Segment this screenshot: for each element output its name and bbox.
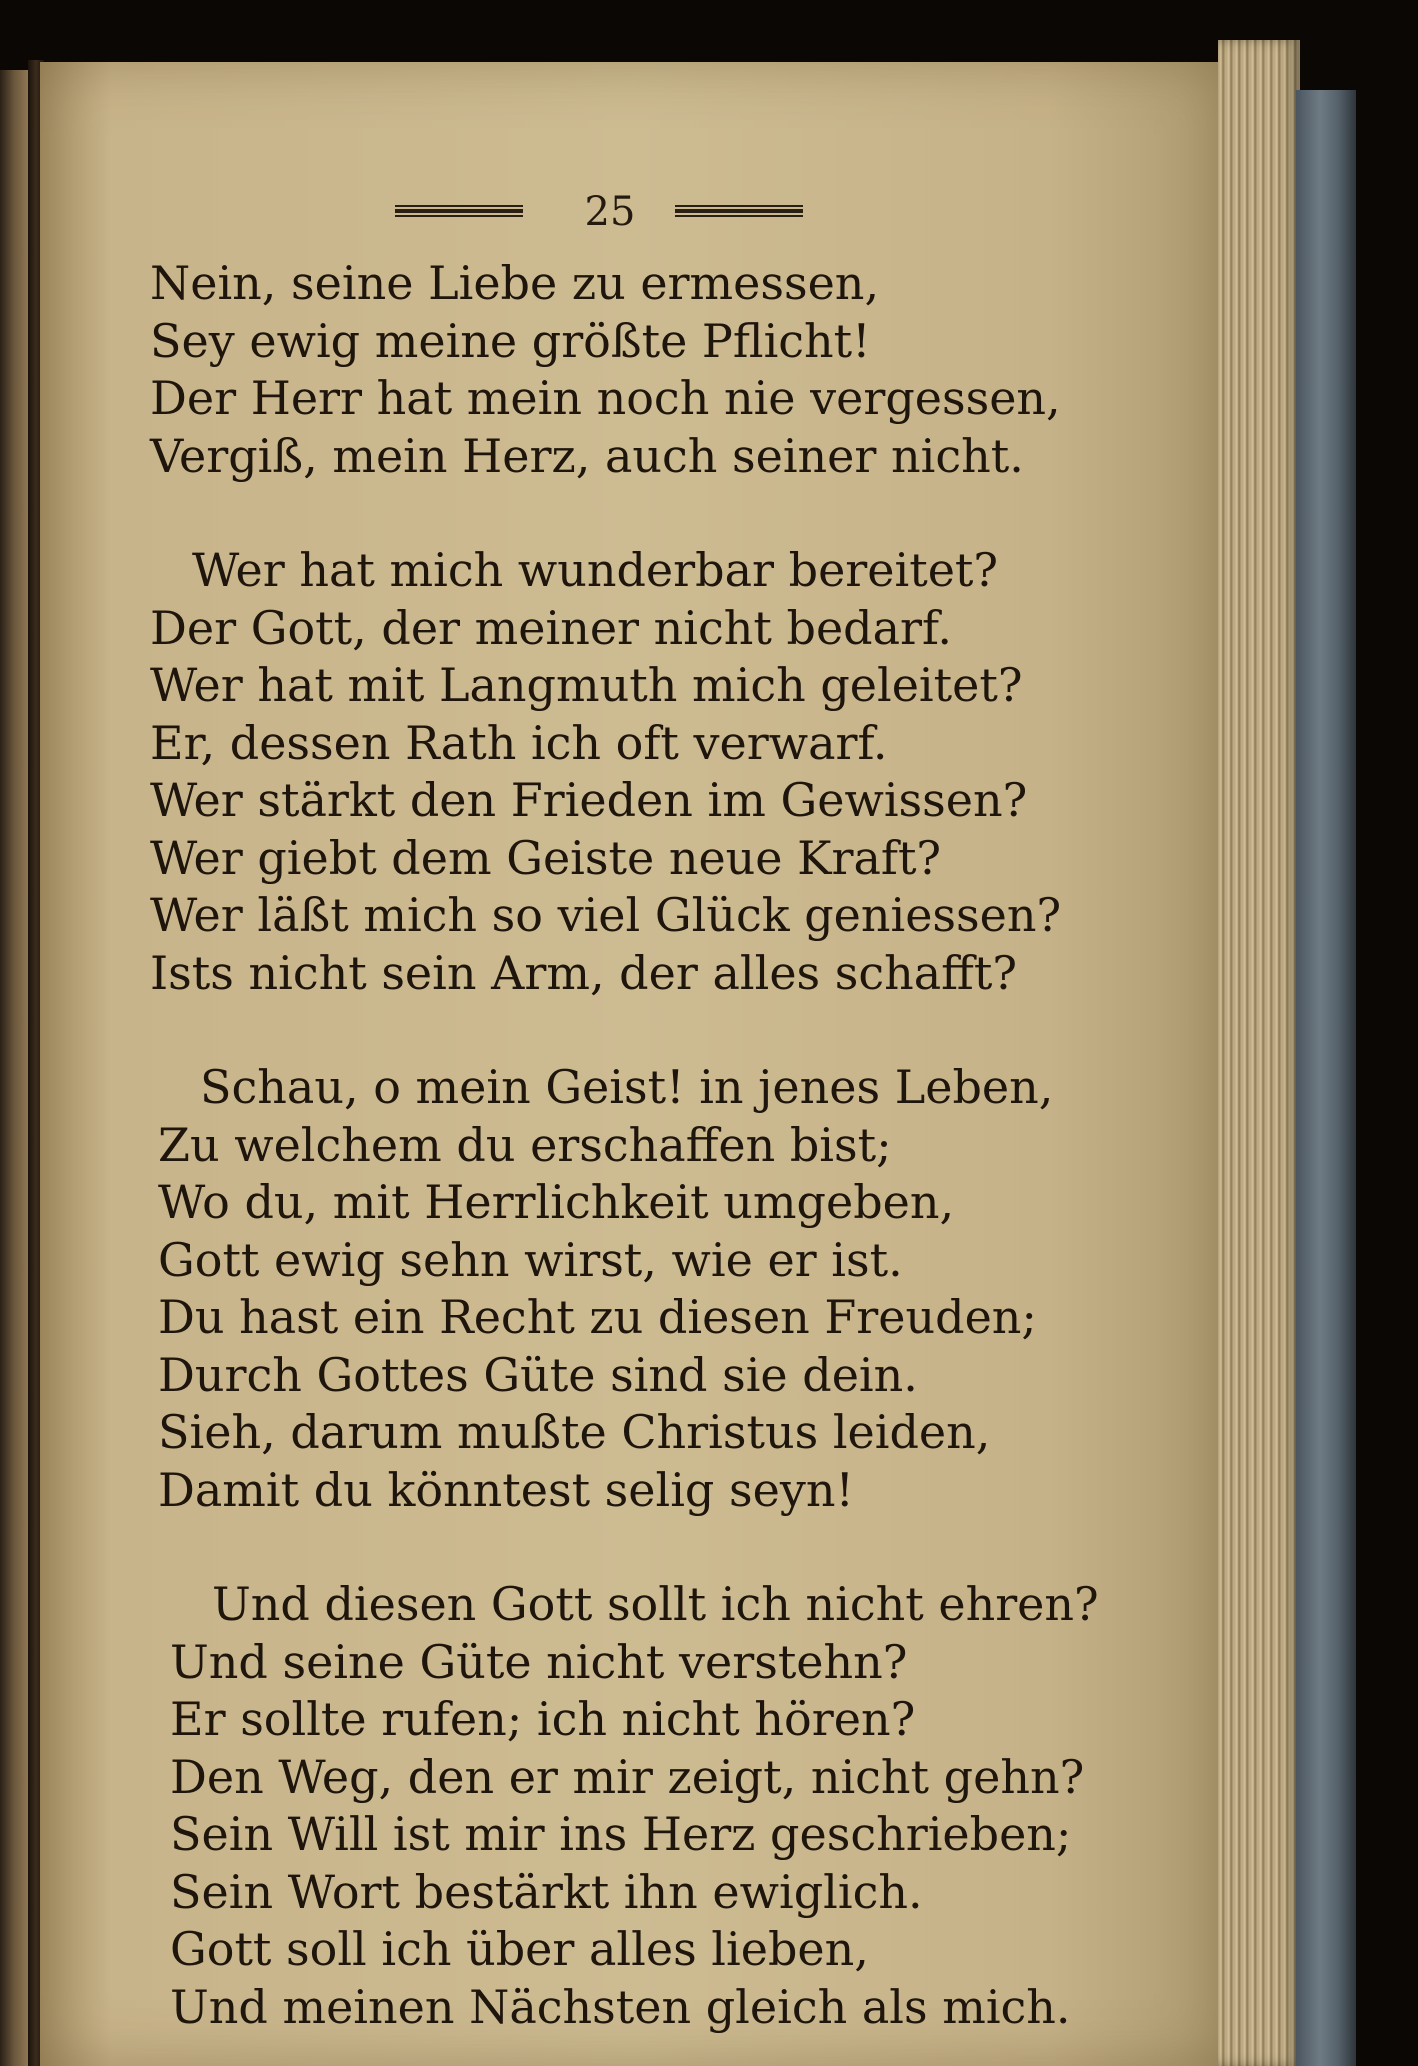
poem-line: Schau, o mein Geist! in jenes Leben,	[200, 1060, 1054, 1114]
poem-line: Der Gott, der meiner nicht bedarf.	[150, 600, 953, 655]
poem-line: Zu welchem du erschaffen bist;	[158, 1117, 892, 1172]
poem-line: Sein Wort bestärkt ihn ewiglich.	[170, 1864, 923, 1919]
book-cover-board	[1296, 90, 1356, 2066]
poem-line: Nein, seine Liebe zu ermessen,	[150, 256, 880, 310]
stanza-1	[150, 255, 1200, 485]
poem-line: Wer läßt mich so viel Glück geniessen?	[150, 888, 1062, 942]
poem-line: Er sollte rufen; ich nicht hören?	[170, 1692, 916, 1746]
poem-line: Ists nicht sein Arm, der alles schafft?	[150, 945, 1018, 1000]
stanza-3	[150, 1059, 1200, 1519]
poem-line: Sey ewig meine größte Pflicht!	[150, 313, 871, 368]
poem-line: Der Herr hat mein noch nie vergessen,	[150, 371, 1061, 425]
poem-line: Damit du könntest selig seyn!	[158, 1462, 854, 1517]
poem-line: Wer hat mich wunderbar bereitet?	[192, 543, 999, 597]
stanza-2	[150, 542, 1200, 1002]
poem-line: Und meinen Nächsten gleich als mich.	[170, 1979, 1071, 2034]
page-fore-edge	[1218, 40, 1300, 2066]
poem-line: Den Weg, den er mir zeigt, nicht gehn?	[170, 1749, 1085, 1804]
header-rule-right	[675, 205, 803, 217]
poem-line: Durch Gottes Güte sind sie dein.	[158, 1347, 918, 1402]
page-header	[395, 190, 805, 240]
page-number: 25	[584, 189, 636, 235]
poem-line: Wo du, mit Herrlichkeit umgeben,	[158, 1175, 955, 1229]
poem-line: Wer stärkt den Frieden im Gewissen?	[150, 773, 1028, 827]
poem-line: Gott ewig sehn wirst, wie er ist.	[158, 1232, 903, 1287]
poem-line: Wer giebt dem Geiste neue Kraft?	[150, 830, 942, 885]
poem-line: Du hast ein Recht zu diesen Freuden;	[158, 1290, 1037, 1344]
poem-line: Er, dessen Rath ich oft verwarf.	[150, 715, 888, 770]
header-rule-left	[395, 205, 523, 217]
poem-line: Und seine Güte nicht verstehn?	[170, 1634, 908, 1689]
poem-line: Sein Will ist mir ins Herz geschrieben;	[170, 1807, 1072, 1861]
poem-line: Gott soll ich über alles lieben,	[170, 1922, 869, 1976]
poem-line: Vergiß, mein Herz, auch seiner nicht.	[150, 428, 1024, 483]
poem-line: Und diesen Gott sollt ich nicht ehren?	[212, 1577, 1099, 1631]
poem-line: Sieh, darum mußte Christus leiden,	[158, 1405, 991, 1459]
poem-line: Wer hat mit Langmuth mich geleitet?	[150, 658, 1023, 712]
poem-text	[150, 255, 1200, 2036]
stanza-4	[150, 1576, 1200, 2036]
